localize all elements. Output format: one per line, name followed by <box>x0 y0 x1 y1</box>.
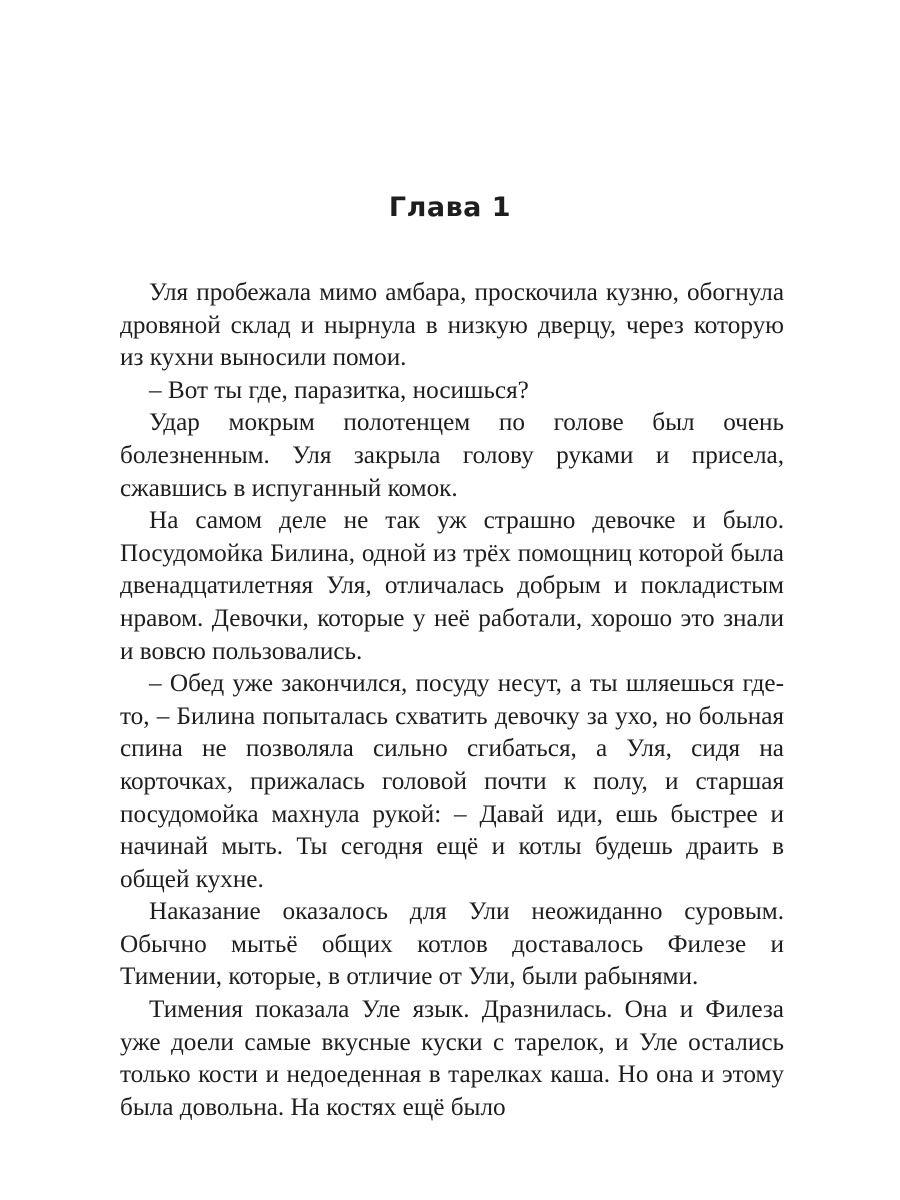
paragraph: Наказание оказалось для Ули неожиданно суровым. Обычно мытьё общих котлов доставалось Филезе и Тимении, которые, в отличие от Ули, были рабынями. <box>120 898 784 991</box>
chapter-body <box>120 277 784 1124</box>
paragraph: Удар мокрым полотенцем по голове был очень болезненным. Уля закрыла голову руками и присела, сжавшись в испуганный комок. <box>120 409 784 502</box>
paragraph: Тимения показала Уле язык. Дразнилась. Она и Филеза уже доели самые вкусные куски с тарелок, и Уле остались только кости и недоеденная в тарелках каша. Но она и этому была довольна. На костях ещё было <box>120 996 784 1121</box>
paragraph: – Обед уже закончился, посуду несут, а ты шляешься где-то, – Билина попыталась схватить девочку за ухо, но больная спина не позволяла сильно сгибаться, а Уля, сидя на корточках, прижалась головой почти к полу, и старшая посудомойка махнула рукой: – Давай иди, ешь быстрее и начинай мыть. Ты сегодня ещё и котлы будешь драить в общей кухне. <box>120 670 784 893</box>
paragraph: – Вот ты где, паразитка, носишься? <box>149 376 529 404</box>
chapter-title: Глава 1 <box>388 192 512 223</box>
paragraph: Уля пробежала мимо амбара, проскочила кузню, обогнула дровяной склад и нырнула в низкую дверцу, через которую из кухни выносили помои. <box>120 279 784 372</box>
paragraph: На самом деле не так уж страшно девочке и было. Посудомойка Билина, одной из трёх помощниц которой была двенадцатилетняя Уля, отличалась добрым и покладистым нравом. Девочки, которые у неё работали, хорошо это знали и вовсю пользовались. <box>120 507 784 665</box>
